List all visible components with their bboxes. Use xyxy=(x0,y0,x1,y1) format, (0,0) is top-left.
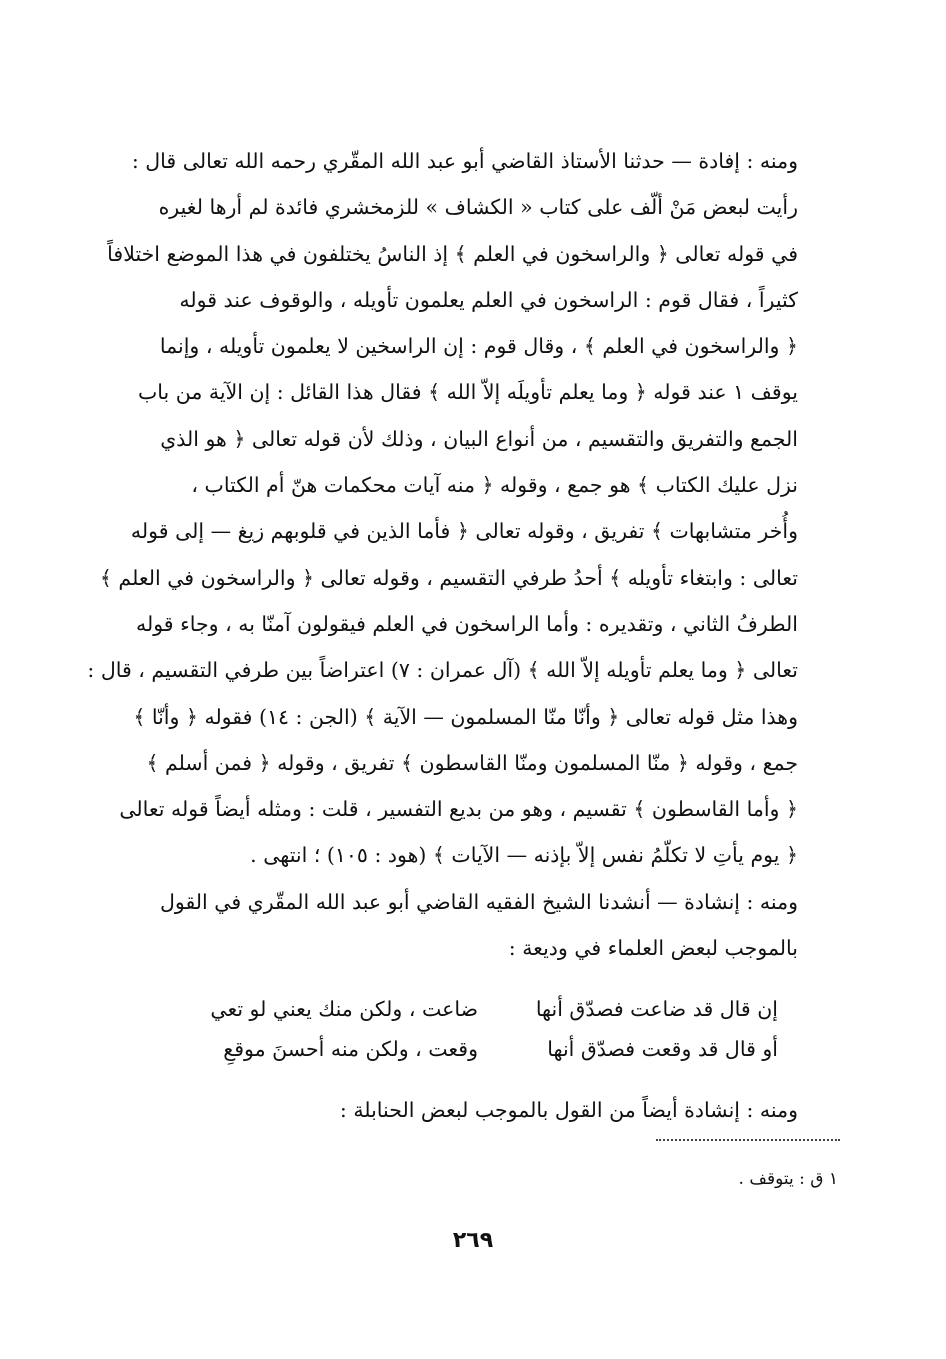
text-line: جمع ، وقوله ﴿ منّا المسلمون ومنّا القاسطون ﴾ تفريق ، وقوله ﴿ فمن أسلم ﴾ xyxy=(146,750,798,775)
text-line: ومنه : إفادة — حدثنا الأستاذ القاضي أبو عبد الله المقّري رحمه الله تعالى قال : xyxy=(131,149,798,173)
text-line: الجمع والتفريق والتقسيم ، من أنواع البيان ، وذلك لأن قوله تعالى ﴿ هو الذي xyxy=(160,426,798,451)
text-line: نزل عليك الكتاب ﴾ هو جمع ، وقوله ﴿ منه آيات محكمات هنّ أم الكتاب ، xyxy=(191,473,798,498)
text-line: في قوله تعالى ﴿ والراسخون في العلم ﴾ إذ الناسُ يختلفون في هذا الموضع اختلافاً xyxy=(107,241,798,266)
paragraph-inshada xyxy=(118,879,838,972)
poem-verse xyxy=(118,989,838,1029)
text-line: الطرفُ الثاني ، وتقديره : وأما الراسخون في العلم فيقولون آمنّا به ، وجاء قوله xyxy=(135,611,798,636)
text-line: كثيراً ، فقال قوم : الراسخون في العلم يعلمون تأويله ، والوقوف عند قوله xyxy=(179,287,798,312)
text-line: ﴿ يوم يأتِ لا تكلّمُ نفس إلاّ بإذنه — الآيات ﴾ (هود : ١٠٥) ؛ انتهى . xyxy=(250,843,798,868)
poem-verse xyxy=(118,1029,838,1069)
footnote: ١ ق : يتوقف . xyxy=(738,1169,838,1189)
page-body xyxy=(87,138,838,1134)
poem-hemistich-first: إن قال قد ضاعت فصدّق أنها xyxy=(535,997,778,1022)
text-line: ﴿ وأما القاسطون ﴾ تقسيم ، وهو من بديع التفسير ، قلت : ومثله أيضاً قوله تعالى xyxy=(119,797,798,822)
paragraph-closing xyxy=(118,1087,838,1133)
text-line: بالموجب لبعض العلماء في وديعة : xyxy=(508,936,798,961)
text-line: تعالى ﴿ وما يعلم تأويله إلاّ الله ﴾ (آل عمران : ٧) اعتراضاً بين طرفي التقسيم ، قال : xyxy=(87,658,798,683)
footnote-divider xyxy=(656,1139,840,1141)
text-line: وأُخر متشابهات ﴾ تفريق ، وقوله تعالى ﴿ فأما الذين في قلوبهم زيغ — إلى قوله xyxy=(130,519,798,544)
text-line: ﴿ والراسخون في العلم ﴾ ، وقال قوم : إن الراسخين لا يعلمون تأويله ، وإنما xyxy=(159,334,798,359)
paragraph-ifada xyxy=(87,138,838,879)
text-line: يوقف ١ عند قوله ﴿ وما يعلم تأويلَه إلاّ الله ﴾ فقال هذا القائل : إن الآية من باب xyxy=(138,380,798,405)
page-number: ٢٦٩ xyxy=(452,1228,494,1253)
text-line: ومنه : إنشادة — أنشدنا الشيخ الفقيه القاضي أبو عبد الله المقّري في القول xyxy=(159,889,798,914)
text-line: ومنه : إنشادة أيضاً من القول بالموجب لبعض الحنابلة : xyxy=(339,1098,798,1123)
poem-hemistich-second: ضاعت ، ولكن منك يعني لو تعي xyxy=(210,997,478,1022)
poem-hemistich-first: أو قال قد وقعت فصدّق أنها xyxy=(547,1037,778,1062)
text-line: رأيت لبعض مَنْ ألّف على كتاب « الكشاف » للزمخشري فائدة لم أرها لغيره xyxy=(158,195,798,220)
text-line: تعالى : وابتغاء تأويله ﴾ أحدُ طرفي التقسيم ، وقوله تعالى ﴿ والراسخون في العلم ﴾ xyxy=(99,565,798,590)
text-line: وهذا مثل قوله تعالى ﴿ وأنّا منّا المسلمون — الآية ﴾ (الجن : ١٤) فقوله ﴿ وأنّا ﴾ xyxy=(133,704,798,729)
poem-hemistich-second: وقعت ، ولكن منه أحسنَ موقعِ xyxy=(223,1037,478,1062)
poem xyxy=(118,989,838,1069)
